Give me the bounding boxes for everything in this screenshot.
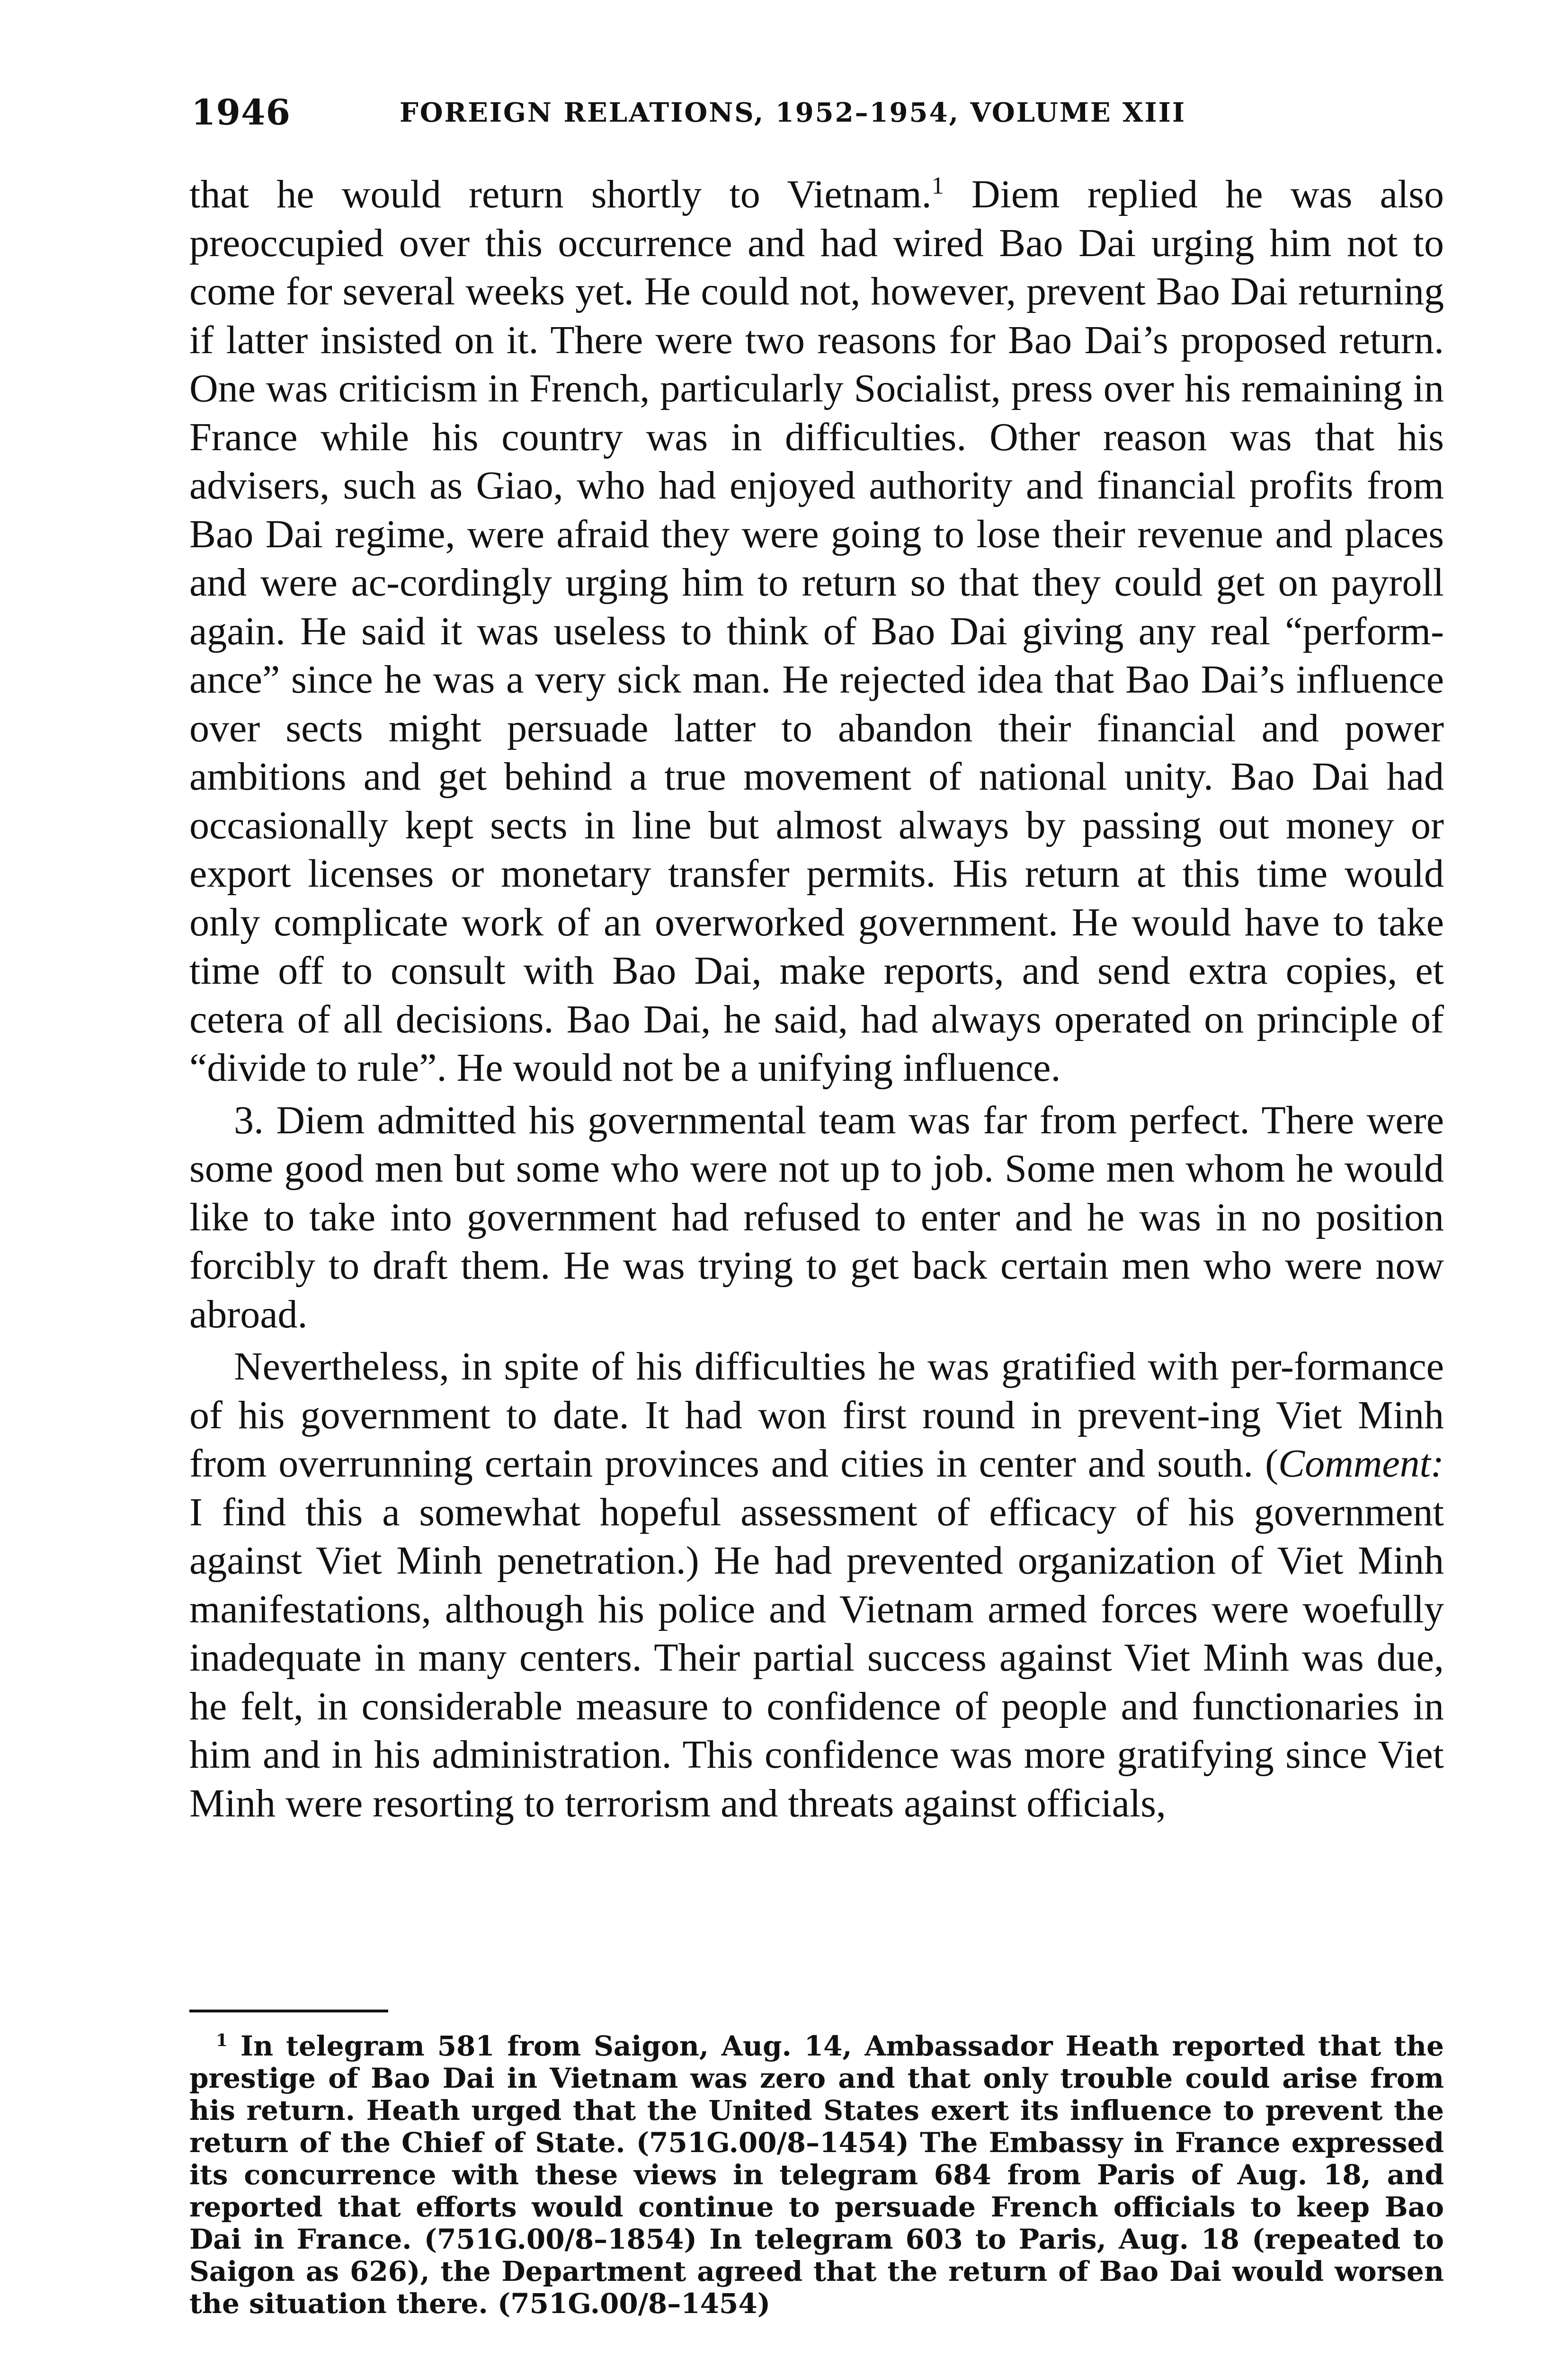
footnote [189, 2030, 1444, 2320]
paragraph-3-text-start: Nevertheless, in spite of his difficulties he was gratified with per-formance of his government to date. It had won first round in prevent-ing Viet Minh from overrunning certain provinces and cities in center and south. ( [189, 1344, 1444, 1486]
body-text [189, 170, 1444, 1828]
comment-label: Comment: [1278, 1442, 1444, 1486]
page-number: 1946 [191, 92, 291, 133]
page-header [191, 92, 1446, 140]
paragraph-3 [189, 1343, 1444, 1828]
footnote-divider [189, 2010, 388, 2012]
paragraph-1 [189, 170, 1444, 1093]
running-head: FOREIGN RELATIONS, 1952–1954, VOLUME XIII [400, 97, 1186, 128]
paragraph-1-text-end: Diem replied he was also preoccupied over this occurrence and had wired Bao Dai urging him not to come for several weeks yet. He could not, however, prevent Bao Dai returning if latter insisted on it. There were two reasons for Bao Dai’s proposed return. One was criticism in French, particularly Socialist, press over his remaining in France while his country was in difficulties. Other reason was that his advisers, such as Giao, who had enjoyed authority and financial profits from Bao Dai regime, were afraid they were going to lose their revenue and places and were ac-cordingly urging him to return so that they could get on payroll again. He said it was useless to think of Bao Dai giving any real “perform-ance” since he was a very sick man. He rejected idea that Bao Dai’s influence over sects might persuade latter to abandon their financial and power ambitions and get behind a true movement of national unity. Bao Dai had occasionally kept sects in line but almost always by passing out money or export licenses or monetary transfer permits. His return at this time would only complicate work of an overworked government. He would have to take time off to consult with Bao Dai, make reports, and send extra copies, et cetera of all decisions. Bao Dai, he said, had always operated on principle of “divide to rule”. He would not be a unifying influence. [189, 172, 1444, 1090]
paragraph-2: 3. Diem admitted his governmental team was far from perfect. There were some good men but some who were not up to job. Some men whom he would like to take into government had refused to enter and he was in no position forcibly to draft them. He was trying to get back certain men who were now abroad. [189, 1098, 1444, 1336]
footnote-reference[interactable]: 1 [931, 172, 944, 200]
footnote-text: In telegram 581 from Saigon, Aug. 14, Ambassador Heath reported that the prestige of Bao Dai in Vietnam was zero and that only trouble could arise from his return. Heath urged that the United States exert its influence to prevent the return of the Chief of State. (751G.00/8–1454) The Embassy in France expressed its concurrence with these views in telegram 684 from Paris of Aug. 18, and reported that efforts would continue to persuade French officials to keep Bao Dai in France. (751G.00/8–1854) In telegram 603 to Paris, Aug. 18 (repeated to Saigon as 626), the Department agreed that the return of Bao Dai would worsen the situation there. (751G.00/8–1454) [189, 2030, 1444, 2320]
paragraph-1-text-start: that he would return shortly to Vietnam. [189, 172, 932, 216]
footnote-paragraph [189, 2030, 1444, 2320]
paragraph-3-text-end: I find this a somewhat hopeful assessment of efficacy of his government against Viet Minh penetration.) He had prevented organization of Viet Minh manifestations, although his police and Vietnam armed forces were woefully inadequate in many centers. Their partial success against Viet Minh was due, he felt, in considerable measure to confidence of people and functionaries in him and in his administration. This confidence was more gratifying since Viet Minh were resorting to terrorism and threats against officials, [189, 1490, 1444, 1825]
footnote-marker: 1 [216, 2030, 228, 2051]
